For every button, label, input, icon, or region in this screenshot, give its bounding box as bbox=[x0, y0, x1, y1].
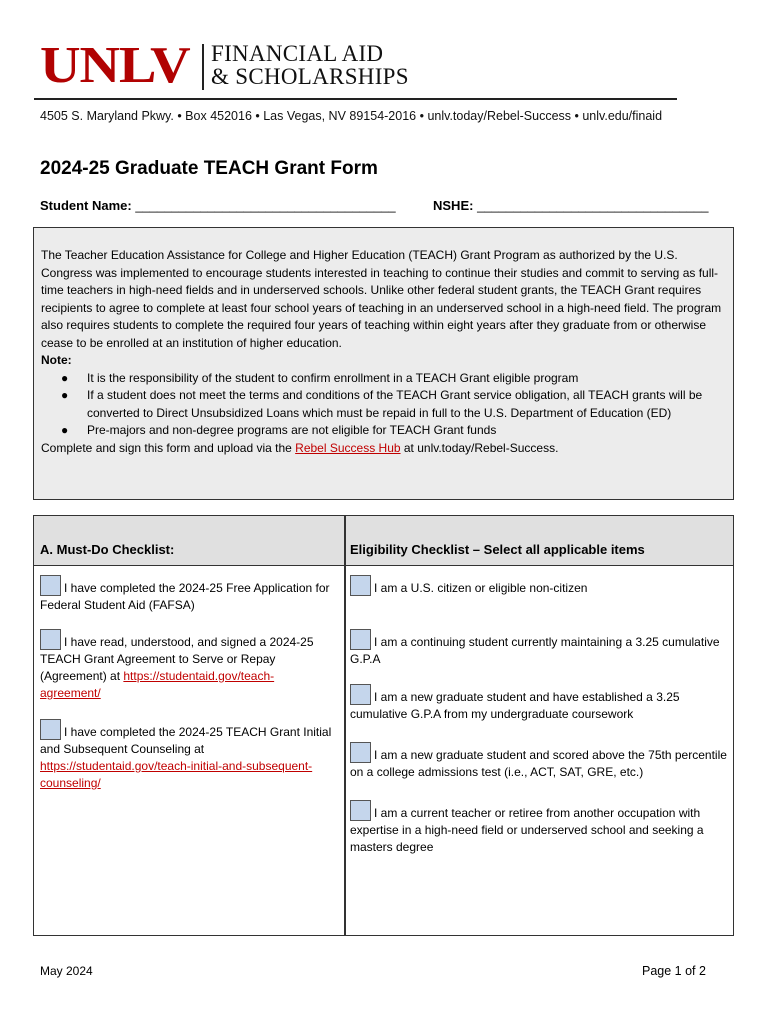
logo-wordmark: UNLV bbox=[40, 37, 190, 94]
checklist-table bbox=[33, 515, 734, 936]
bullet-icon: ● bbox=[61, 370, 69, 385]
footer-date: May 2024 bbox=[40, 964, 93, 978]
eligibility-item-citizen: I am a U.S. citizen or eligible non-citizen bbox=[350, 575, 728, 597]
logo-line-1: FINANCIAL AID bbox=[211, 41, 384, 66]
logo-department bbox=[211, 42, 409, 88]
note-item: ● If a student does not meet the terms and conditions of the TEACH Grant service obligation, all TEACH grants will be converted to Direct Unsubsidized Loans which must be repaid in full to the U.S. Department of Education (ED) bbox=[61, 388, 703, 420]
unlv-logo bbox=[40, 37, 409, 94]
upload-instructions: Complete and sign this form and upload via the Rebel Success Hub at unlv.today/Rebel-Success. bbox=[41, 440, 559, 455]
note-list bbox=[54, 370, 723, 440]
address-line: 4505 S. Maryland Pkwy. • Box 452016 • Las Vegas, NV 89154-2016 • unlv.today/Rebel-Success • unlv.edu/finaid bbox=[40, 109, 663, 123]
program-description: The Teacher Education Assistance for College and Higher Education (TEACH) Grant Program as authorized by the U.S. Congress was implemented to encourage students interested in teaching to continue their studies and commit to serving as full-time teachers in high-need fields and in underserved schools. Unlike other federal student grants, the TEACH Grant requires recipients to agree to complete at least four school years of teaching in an underserved school in a high-need field. The program also requires students to complete the required four years of teaching within eight years after they graduate from or otherwise cease to be enrolled at an institution of higher education. bbox=[41, 248, 722, 350]
eligibility-item-continuing: I am a continuing student currently maintaining a 3.25 cumulative G.P.A bbox=[350, 629, 728, 668]
checkbox[interactable] bbox=[350, 684, 371, 705]
column-divider bbox=[344, 516, 346, 935]
student-name-field[interactable] bbox=[40, 198, 396, 213]
must-do-item-counseling: I have completed the 2024-25 TEACH Grant Initial and Subsequent Counseling at https://studentaid.gov/teach-initial-and-subsequent-counseling/ bbox=[40, 719, 334, 792]
eligibility-item-new-gpa: I am a new graduate student and have established a 3.25 cumulative G.P.A from my undergraduate coursework bbox=[350, 684, 728, 723]
teach-counseling-link[interactable]: https://studentaid.gov/teach-initial-and-subsequent-counseling/ bbox=[40, 759, 313, 790]
nshe-field[interactable] bbox=[433, 198, 708, 213]
student-name-label: Student Name: bbox=[40, 198, 132, 213]
checkbox[interactable] bbox=[350, 742, 371, 763]
logo-divider bbox=[202, 44, 204, 90]
nshe-blank[interactable]: ________________________________ bbox=[477, 198, 709, 213]
checkbox[interactable] bbox=[40, 629, 61, 650]
eligibility-header: Eligibility Checklist – Select all applicable items bbox=[350, 542, 645, 557]
rebel-success-hub-link[interactable]: Rebel Success Hub bbox=[295, 440, 401, 455]
checkbox[interactable] bbox=[350, 575, 371, 596]
checkbox[interactable] bbox=[350, 629, 371, 650]
logo-line-2: & SCHOLARSHIPS bbox=[211, 64, 409, 89]
checkbox[interactable] bbox=[350, 800, 371, 821]
note-label: Note: bbox=[41, 353, 72, 367]
program-info-box bbox=[33, 227, 734, 500]
bullet-icon: ● bbox=[61, 388, 69, 402]
checklist-header bbox=[34, 516, 733, 566]
eligibility-item-teacher: I am a current teacher or retiree from another occupation with expertise in a high-need field or underserved school and seeking a masters degree bbox=[350, 800, 728, 856]
header-rule bbox=[34, 98, 677, 100]
note-item: ● Pre-majors and non-degree programs are not eligible for TEACH Grant funds bbox=[54, 422, 723, 440]
eligibility-item-test-score: I am a new graduate student and scored above the 75th percentile on a college admissions test (i.e., ACT, SAT, GRE, etc.) bbox=[350, 742, 728, 781]
nshe-label: NSHE: bbox=[433, 198, 474, 213]
must-do-header: A. Must-Do Checklist: bbox=[40, 542, 175, 557]
page-number: Page 1 of 2 bbox=[642, 964, 706, 978]
checkbox[interactable] bbox=[40, 719, 61, 740]
note-item: ● It is the responsibility of the student to confirm enrollment in a TEACH Grant eligible program bbox=[54, 370, 723, 388]
must-do-item-agreement: I have read, understood, and signed a 2024-25 TEACH Grant Agreement to Serve or Repay (Agreement) at https://studentaid.gov/teach-agreement/ bbox=[40, 629, 334, 702]
teach-agreement-link[interactable]: https://studentaid.gov/teach-agreement/ bbox=[40, 669, 275, 700]
student-name-blank[interactable]: ____________________________________ bbox=[135, 198, 396, 213]
checkbox[interactable] bbox=[40, 575, 61, 596]
bullet-icon: ● bbox=[61, 423, 69, 437]
page-title: 2024-25 Graduate TEACH Grant Form bbox=[40, 158, 378, 179]
must-do-item-fafsa: I have completed the 2024-25 Free Application for Federal Student Aid (FAFSA) bbox=[40, 575, 334, 614]
